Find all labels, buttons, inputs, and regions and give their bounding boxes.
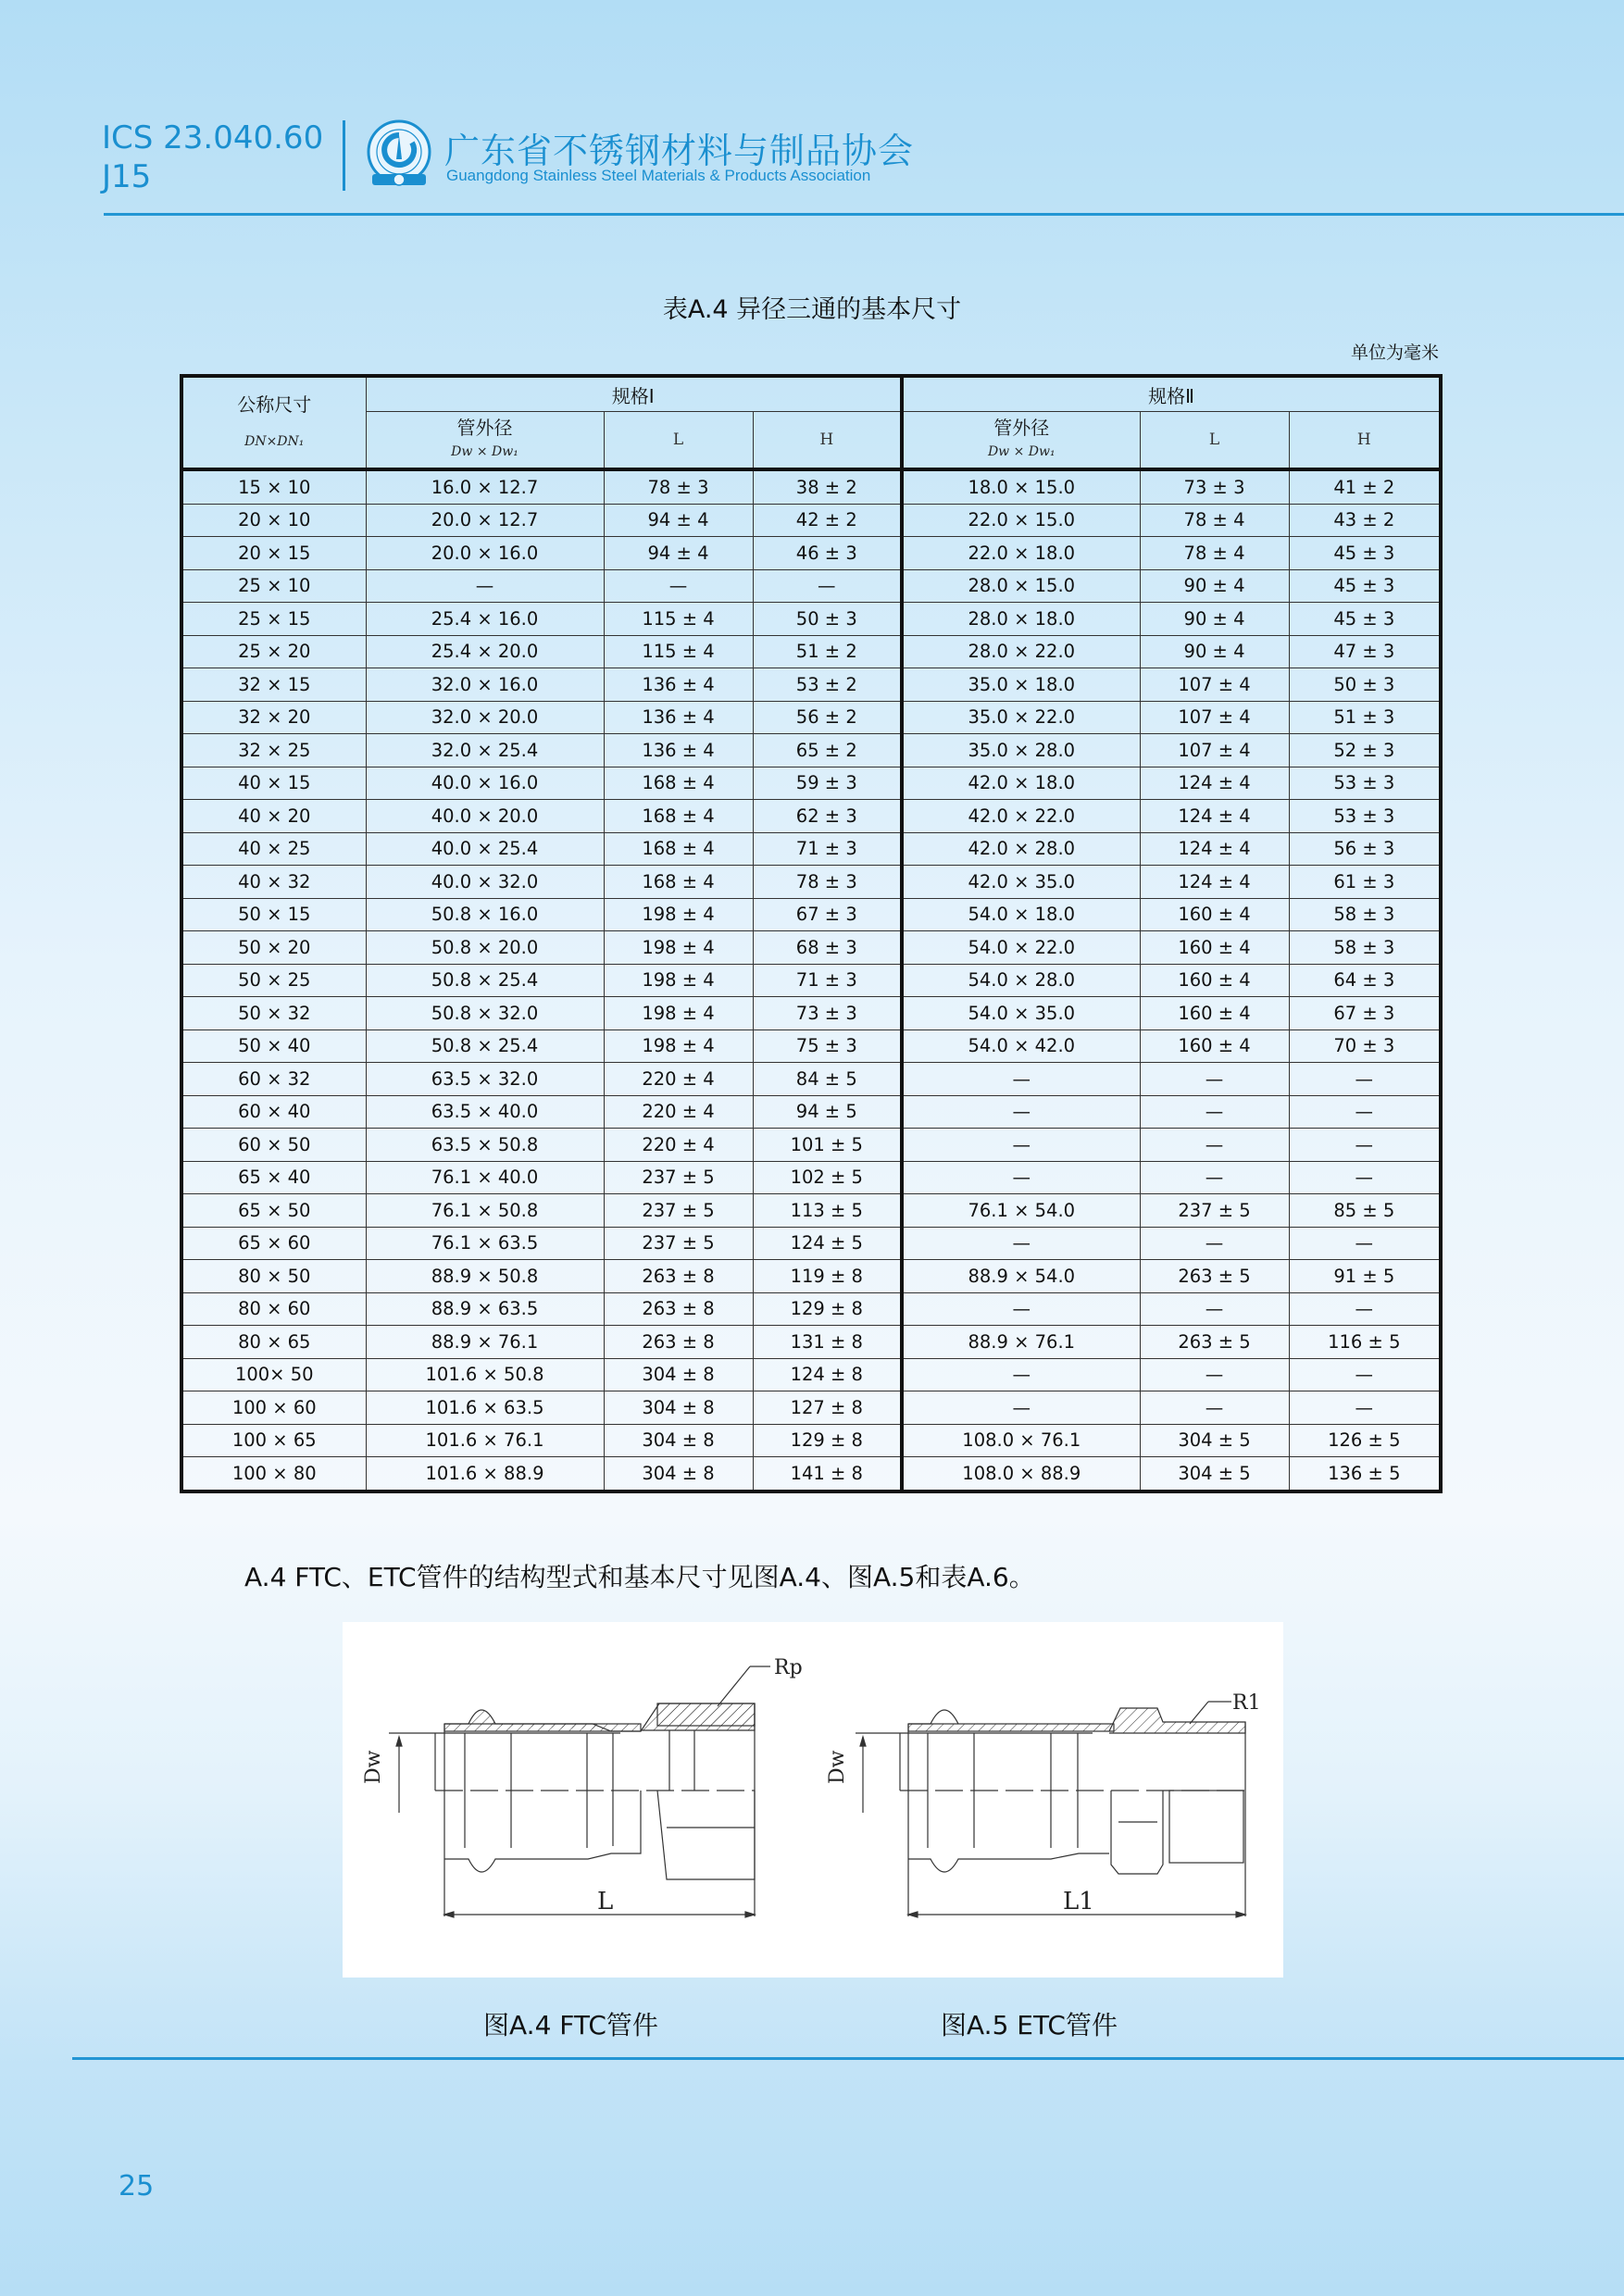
cell-nominal: 60 × 50 (181, 1129, 366, 1162)
cell-od-1: 16.0 × 12.7 (366, 469, 604, 504)
cell-H-2: — (1289, 1161, 1441, 1194)
cell-H-1: 51 ± 2 (753, 635, 902, 668)
cell-nominal: 65 × 60 (181, 1227, 366, 1260)
cell-L-2: 263 ± 5 (1140, 1326, 1289, 1359)
cell-od-1: 40.0 × 16.0 (366, 767, 604, 800)
cell-H-2: 126 ± 5 (1289, 1424, 1441, 1457)
cell-od-2: 42.0 × 18.0 (902, 767, 1140, 800)
cell-nominal: 100 × 80 (181, 1457, 366, 1491)
cell-od-2: 28.0 × 18.0 (902, 603, 1140, 636)
cell-H-2: — (1289, 1129, 1441, 1162)
cell-od-2: — (902, 1095, 1140, 1129)
cell-nominal: 50 × 15 (181, 898, 366, 931)
table-row (181, 800, 1441, 833)
cell-H-1: 73 ± 3 (753, 997, 902, 1030)
cell-H-2: 41 ± 2 (1289, 469, 1441, 504)
cell-L-2: — (1140, 1227, 1289, 1260)
cell-H-1: 129 ± 8 (753, 1424, 902, 1457)
cell-L-2: 78 ± 4 (1140, 504, 1289, 537)
cell-H-1: 102 ± 5 (753, 1161, 902, 1194)
ics-classification (102, 119, 323, 196)
cell-H-1: — (753, 569, 902, 603)
cell-H-1: 124 ± 5 (753, 1227, 902, 1260)
cell-L-1: 168 ± 4 (604, 767, 753, 800)
table-row (181, 569, 1441, 603)
cell-L-2: 160 ± 4 (1140, 997, 1289, 1030)
table-row (181, 997, 1441, 1030)
cell-H-2: 53 ± 3 (1289, 767, 1441, 800)
section-paragraph: A.4 FTC、ETC管件的结构型式和基本尺寸见图A.4、图A.5和表A.6。 (244, 1562, 1035, 1592)
cell-H-2: 47 ± 3 (1289, 635, 1441, 668)
cell-H-2: 53 ± 3 (1289, 800, 1441, 833)
cell-nominal: 40 × 20 (181, 800, 366, 833)
cell-L-1: 263 ± 8 (604, 1326, 753, 1359)
cell-L-2: 124 ± 4 (1140, 832, 1289, 866)
cell-H-2: 45 ± 3 (1289, 569, 1441, 603)
table-title: 表A.4 异径三通的基本尺寸 (662, 295, 962, 324)
figure-panel (343, 1622, 1283, 1978)
table-row (181, 898, 1441, 931)
ics-code: ICS 23.040.60 (102, 119, 324, 156)
cell-H-2: — (1289, 1292, 1441, 1326)
cell-L-2: — (1140, 1358, 1289, 1391)
cell-L-1: 263 ± 8 (604, 1260, 753, 1293)
cell-od-1: 50.8 × 32.0 (366, 997, 604, 1030)
cell-nominal: 65 × 40 (181, 1161, 366, 1194)
cell-od-2: 88.9 × 54.0 (902, 1260, 1140, 1293)
cell-od-1: 40.0 × 20.0 (366, 800, 604, 833)
cell-od-1: 101.6 × 76.1 (366, 1424, 604, 1457)
cell-od-2: — (902, 1292, 1140, 1326)
fig1-label-dw: Dw (362, 1750, 385, 1784)
cell-nominal: 25 × 20 (181, 635, 366, 668)
cell-od-2: 42.0 × 22.0 (902, 800, 1140, 833)
footer-rule (72, 2057, 1624, 2060)
cell-L-1: 220 ± 4 (604, 1063, 753, 1096)
cell-od-1: 32.0 × 16.0 (366, 668, 604, 702)
cell-od-2: 42.0 × 35.0 (902, 866, 1140, 899)
cell-L-2: 107 ± 4 (1140, 701, 1289, 734)
cell-od-2: 28.0 × 15.0 (902, 569, 1140, 603)
cell-od-2: — (902, 1227, 1140, 1260)
cell-L-1: 198 ± 4 (604, 931, 753, 965)
cell-L-1: 263 ± 8 (604, 1292, 753, 1326)
figure-caption-ftc: 图A.4 FTC管件 (483, 2010, 658, 2040)
fig1-label-l: L (597, 1888, 614, 1915)
cell-L-1: 78 ± 3 (604, 469, 753, 504)
table-row (181, 537, 1441, 570)
cell-od-2: 54.0 × 28.0 (902, 964, 1140, 997)
cell-L-1: 136 ± 4 (604, 668, 753, 702)
cell-nominal: 50 × 40 (181, 1029, 366, 1063)
cell-H-1: 127 ± 8 (753, 1391, 902, 1425)
cell-L-2: 73 ± 3 (1140, 469, 1289, 504)
cell-H-1: 53 ± 2 (753, 668, 902, 702)
table-row (181, 1161, 1441, 1194)
cell-od-2: 18.0 × 15.0 (902, 469, 1140, 504)
cell-L-1: 304 ± 8 (604, 1358, 753, 1391)
fitting-drawings (343, 1622, 1283, 1978)
cell-od-2: 108.0 × 76.1 (902, 1424, 1140, 1457)
cell-od-1: 88.9 × 63.5 (366, 1292, 604, 1326)
class-code: J15 (102, 158, 152, 195)
header-divider (343, 120, 345, 191)
cell-od-2: 76.1 × 54.0 (902, 1194, 1140, 1228)
cell-H-1: 129 ± 8 (753, 1292, 902, 1326)
cell-od-2: 35.0 × 28.0 (902, 734, 1140, 767)
cell-nominal: 40 × 25 (181, 832, 366, 866)
cell-od-1: 88.9 × 76.1 (366, 1326, 604, 1359)
cell-od-2: 35.0 × 18.0 (902, 668, 1140, 702)
cell-od-2: 42.0 × 28.0 (902, 832, 1140, 866)
cell-nominal: 80 × 50 (181, 1260, 366, 1293)
cell-L-1: 168 ± 4 (604, 832, 753, 866)
cell-nominal: 32 × 20 (181, 701, 366, 734)
table-unit: 单位为毫米 (1350, 343, 1439, 363)
cell-L-1: 198 ± 4 (604, 964, 753, 997)
cell-od-1: 25.4 × 16.0 (366, 603, 604, 636)
table-row (181, 964, 1441, 997)
table-row (181, 1260, 1441, 1293)
header-od-label: 管外径 (993, 417, 1050, 439)
table-row (181, 1326, 1441, 1359)
cell-od-2: — (902, 1358, 1140, 1391)
cell-od-2: — (902, 1161, 1140, 1194)
cell-L-2: 124 ± 4 (1140, 866, 1289, 899)
cell-H-2: 45 ± 3 (1289, 537, 1441, 570)
cell-H-1: 71 ± 3 (753, 832, 902, 866)
etc-fitting-drawing (856, 1702, 1245, 1917)
cell-L-2: 263 ± 5 (1140, 1260, 1289, 1293)
cell-od-2: 54.0 × 35.0 (902, 997, 1140, 1030)
cell-L-1: 168 ± 4 (604, 866, 753, 899)
cell-L-1: 115 ± 4 (604, 603, 753, 636)
cell-nominal: 50 × 25 (181, 964, 366, 997)
cell-L-1: 220 ± 4 (604, 1129, 753, 1162)
cell-H-2: 136 ± 5 (1289, 1457, 1441, 1491)
cell-nominal: 15 × 10 (181, 469, 366, 504)
cell-L-1: 220 ± 4 (604, 1095, 753, 1129)
cell-H-1: 42 ± 2 (753, 504, 902, 537)
cell-H-2: 61 ± 3 (1289, 866, 1441, 899)
cell-L-1: 94 ± 4 (604, 537, 753, 570)
cell-od-1: 32.0 × 25.4 (366, 734, 604, 767)
cell-H-1: 78 ± 3 (753, 866, 902, 899)
cell-od-1: 76.1 × 40.0 (366, 1161, 604, 1194)
cell-L-1: 198 ± 4 (604, 997, 753, 1030)
cell-L-2: 160 ± 4 (1140, 1029, 1289, 1063)
cell-H-1: 68 ± 3 (753, 931, 902, 965)
cell-od-1: 76.1 × 63.5 (366, 1227, 604, 1260)
cell-H-2: 85 ± 5 (1289, 1194, 1441, 1228)
table-row (181, 866, 1441, 899)
cell-nominal: 40 × 15 (181, 767, 366, 800)
cell-H-2: — (1289, 1063, 1441, 1096)
cell-nominal: 80 × 65 (181, 1326, 366, 1359)
cell-od-2: 108.0 × 88.9 (902, 1457, 1140, 1491)
table-row (181, 1227, 1441, 1260)
cell-nominal: 60 × 40 (181, 1095, 366, 1129)
cell-L-2: — (1140, 1063, 1289, 1096)
header-od-sub: Dw × Dw₁ (451, 444, 518, 459)
cell-H-1: 65 ± 2 (753, 734, 902, 767)
dimension-table (180, 374, 1443, 1493)
cell-H-1: 113 ± 5 (753, 1194, 902, 1228)
cell-H-2: 64 ± 3 (1289, 964, 1441, 997)
cell-od-2: 28.0 × 22.0 (902, 635, 1140, 668)
cell-H-1: 124 ± 8 (753, 1358, 902, 1391)
cell-H-2: — (1289, 1227, 1441, 1260)
table-row (181, 767, 1441, 800)
org-name-en: Guangdong Stainless Steel Materials & Products Association (446, 167, 871, 184)
cell-od-1: 20.0 × 12.7 (366, 504, 604, 537)
cell-L-2: 107 ± 4 (1140, 668, 1289, 702)
cell-nominal: 50 × 20 (181, 931, 366, 965)
cell-nominal: 20 × 15 (181, 537, 366, 570)
header-L-2: L (1140, 412, 1289, 470)
cell-L-1: 136 ± 4 (604, 734, 753, 767)
cell-od-1: 25.4 × 20.0 (366, 635, 604, 668)
table-row (181, 1194, 1441, 1228)
cell-L-1: 237 ± 5 (604, 1194, 753, 1228)
cell-L-1: 136 ± 4 (604, 701, 753, 734)
cell-L-1: 168 ± 4 (604, 800, 753, 833)
cell-L-2: — (1140, 1292, 1289, 1326)
cell-od-1: 40.0 × 25.4 (366, 832, 604, 866)
table-row (181, 1457, 1441, 1491)
cell-L-2: — (1140, 1129, 1289, 1162)
page-number: 25 (119, 2170, 155, 2202)
cell-L-2: 304 ± 5 (1140, 1457, 1289, 1491)
cell-od-1: 88.9 × 50.8 (366, 1260, 604, 1293)
cell-L-1: — (604, 569, 753, 603)
cell-H-2: 45 ± 3 (1289, 603, 1441, 636)
cell-L-2: 90 ± 4 (1140, 635, 1289, 668)
cell-H-1: 71 ± 3 (753, 964, 902, 997)
cell-L-1: 94 ± 4 (604, 504, 753, 537)
table-row (181, 504, 1441, 537)
ftc-fitting-drawing (389, 1666, 770, 1917)
cell-L-2: 237 ± 5 (1140, 1194, 1289, 1228)
table-row (181, 635, 1441, 668)
cell-od-1: 101.6 × 50.8 (366, 1358, 604, 1391)
cell-H-2: — (1289, 1095, 1441, 1129)
cell-H-2: — (1289, 1391, 1441, 1425)
cell-od-2: — (902, 1391, 1140, 1425)
table-row (181, 1424, 1441, 1457)
fig2-label-dw: Dw (826, 1750, 849, 1784)
cell-L-1: 237 ± 5 (604, 1161, 753, 1194)
cell-H-1: 141 ± 8 (753, 1457, 902, 1491)
cell-H-2: 91 ± 5 (1289, 1260, 1441, 1293)
table-row (181, 701, 1441, 734)
table-row (181, 832, 1441, 866)
cell-L-2: 124 ± 4 (1140, 767, 1289, 800)
cell-H-2: — (1289, 1358, 1441, 1391)
cell-od-2: 54.0 × 22.0 (902, 931, 1140, 965)
cell-L-2: 160 ± 4 (1140, 931, 1289, 965)
header-L-1: L (604, 412, 753, 470)
table-row (181, 1292, 1441, 1326)
cell-od-1: 40.0 × 32.0 (366, 866, 604, 899)
cell-L-1: 198 ± 4 (604, 898, 753, 931)
cell-od-2: 88.9 × 76.1 (902, 1326, 1140, 1359)
org-name-cn: 广东省不锈钢材料与制品协会 (444, 131, 915, 171)
cell-H-1: 131 ± 8 (753, 1326, 902, 1359)
cell-nominal: 100 × 60 (181, 1391, 366, 1425)
header-H-2: H (1289, 412, 1441, 470)
header-od-1 (366, 412, 604, 470)
cell-H-2: 116 ± 5 (1289, 1326, 1441, 1359)
cell-H-2: 52 ± 3 (1289, 734, 1441, 767)
cell-H-1: 50 ± 3 (753, 603, 902, 636)
cell-od-1: 50.8 × 25.4 (366, 964, 604, 997)
cell-L-2: 124 ± 4 (1140, 800, 1289, 833)
cell-L-1: 237 ± 5 (604, 1227, 753, 1260)
association-logo (363, 119, 435, 191)
cell-od-2: 22.0 × 18.0 (902, 537, 1140, 570)
cell-od-1: 76.1 × 50.8 (366, 1194, 604, 1228)
cell-H-1: 75 ± 3 (753, 1029, 902, 1063)
figure-caption-etc: 图A.5 ETC管件 (941, 2010, 1118, 2040)
cell-L-2: 160 ± 4 (1140, 898, 1289, 931)
cell-L-2: 160 ± 4 (1140, 964, 1289, 997)
cell-od-2: 22.0 × 15.0 (902, 504, 1140, 537)
header-H-1: H (753, 412, 902, 470)
table-row (181, 1358, 1441, 1391)
cell-H-1: 59 ± 3 (753, 767, 902, 800)
cell-nominal: 100 × 65 (181, 1424, 366, 1457)
table-row (181, 1063, 1441, 1096)
cell-H-2: 58 ± 3 (1289, 931, 1441, 965)
table-row (181, 931, 1441, 965)
cell-H-1: 67 ± 3 (753, 898, 902, 931)
cell-H-1: 84 ± 5 (753, 1063, 902, 1096)
cell-nominal: 100× 50 (181, 1358, 366, 1391)
cell-od-2: — (902, 1063, 1140, 1096)
header-rule (104, 213, 1624, 216)
header-nominal-sub: DN×DN₁ (244, 433, 305, 449)
cell-H-1: 56 ± 2 (753, 701, 902, 734)
header-spec-1: 规格Ⅰ (366, 376, 902, 412)
table-row (181, 469, 1441, 504)
header-spec-2: 规格Ⅱ (902, 376, 1441, 412)
cell-od-1: 63.5 × 40.0 (366, 1095, 604, 1129)
fig2-label-l1: L1 (1063, 1888, 1094, 1915)
cell-H-2: 50 ± 3 (1289, 668, 1441, 702)
cell-H-1: 46 ± 3 (753, 537, 902, 570)
cell-H-1: 101 ± 5 (753, 1129, 902, 1162)
cell-od-1: 50.8 × 20.0 (366, 931, 604, 965)
cell-L-2: — (1140, 1161, 1289, 1194)
cell-H-2: 67 ± 3 (1289, 997, 1441, 1030)
cell-nominal: 40 × 32 (181, 866, 366, 899)
header-od-sub: Dw × Dw₁ (987, 444, 1056, 459)
cell-nominal: 32 × 25 (181, 734, 366, 767)
cell-L-2: 90 ± 4 (1140, 569, 1289, 603)
cell-nominal: 80 × 60 (181, 1292, 366, 1326)
cell-H-2: 70 ± 3 (1289, 1029, 1441, 1063)
cell-H-2: 51 ± 3 (1289, 701, 1441, 734)
header-nominal-size (181, 376, 366, 469)
cell-nominal: 32 × 15 (181, 668, 366, 702)
cell-H-1: 38 ± 2 (753, 469, 902, 504)
cell-L-1: 304 ± 8 (604, 1457, 753, 1491)
cell-nominal: 60 × 32 (181, 1063, 366, 1096)
cell-H-2: 58 ± 3 (1289, 898, 1441, 931)
cell-L-2: — (1140, 1095, 1289, 1129)
cell-nominal: 65 × 50 (181, 1194, 366, 1228)
cell-od-2: 35.0 × 22.0 (902, 701, 1140, 734)
fig1-label-rp: Rp (774, 1656, 803, 1679)
table-row (181, 1095, 1441, 1129)
cell-H-1: 94 ± 5 (753, 1095, 902, 1129)
cell-od-1: 50.8 × 16.0 (366, 898, 604, 931)
cell-od-2: 54.0 × 18.0 (902, 898, 1140, 931)
cell-od-1: 63.5 × 32.0 (366, 1063, 604, 1096)
table-row (181, 603, 1441, 636)
cell-od-1: 63.5 × 50.8 (366, 1129, 604, 1162)
cell-od-1: 101.6 × 88.9 (366, 1457, 604, 1491)
cell-nominal: 25 × 15 (181, 603, 366, 636)
cell-L-2: — (1140, 1391, 1289, 1425)
cell-H-1: 119 ± 8 (753, 1260, 902, 1293)
header-od-label: 管外径 (456, 417, 513, 439)
cell-L-1: 304 ± 8 (604, 1391, 753, 1425)
cell-od-1: 50.8 × 25.4 (366, 1029, 604, 1063)
fig2-label-r1: R1 (1232, 1691, 1261, 1715)
table-row (181, 1129, 1441, 1162)
table-row (181, 1029, 1441, 1063)
cell-L-1: 304 ± 8 (604, 1424, 753, 1457)
table-row (181, 668, 1441, 702)
cell-H-2: 56 ± 3 (1289, 832, 1441, 866)
cell-L-1: 115 ± 4 (604, 635, 753, 668)
cell-H-1: 62 ± 3 (753, 800, 902, 833)
cell-L-2: 90 ± 4 (1140, 603, 1289, 636)
cell-L-2: 107 ± 4 (1140, 734, 1289, 767)
cell-od-2: 54.0 × 42.0 (902, 1029, 1140, 1063)
cell-od-1: 32.0 × 20.0 (366, 701, 604, 734)
cell-od-1: 101.6 × 63.5 (366, 1391, 604, 1425)
cell-L-1: 198 ± 4 (604, 1029, 753, 1063)
cell-L-2: 78 ± 4 (1140, 537, 1289, 570)
header-nominal-label: 公称尺寸 (237, 393, 312, 416)
header-od-2 (902, 412, 1140, 470)
cell-od-2: — (902, 1129, 1140, 1162)
cell-nominal: 25 × 10 (181, 569, 366, 603)
cell-nominal: 50 × 32 (181, 997, 366, 1030)
table-row (181, 734, 1441, 767)
table-row (181, 1391, 1441, 1425)
cell-H-2: 43 ± 2 (1289, 504, 1441, 537)
cell-L-2: 304 ± 5 (1140, 1424, 1289, 1457)
cell-od-1: — (366, 569, 604, 603)
cell-nominal: 20 × 10 (181, 504, 366, 537)
cell-od-1: 20.0 × 16.0 (366, 537, 604, 570)
